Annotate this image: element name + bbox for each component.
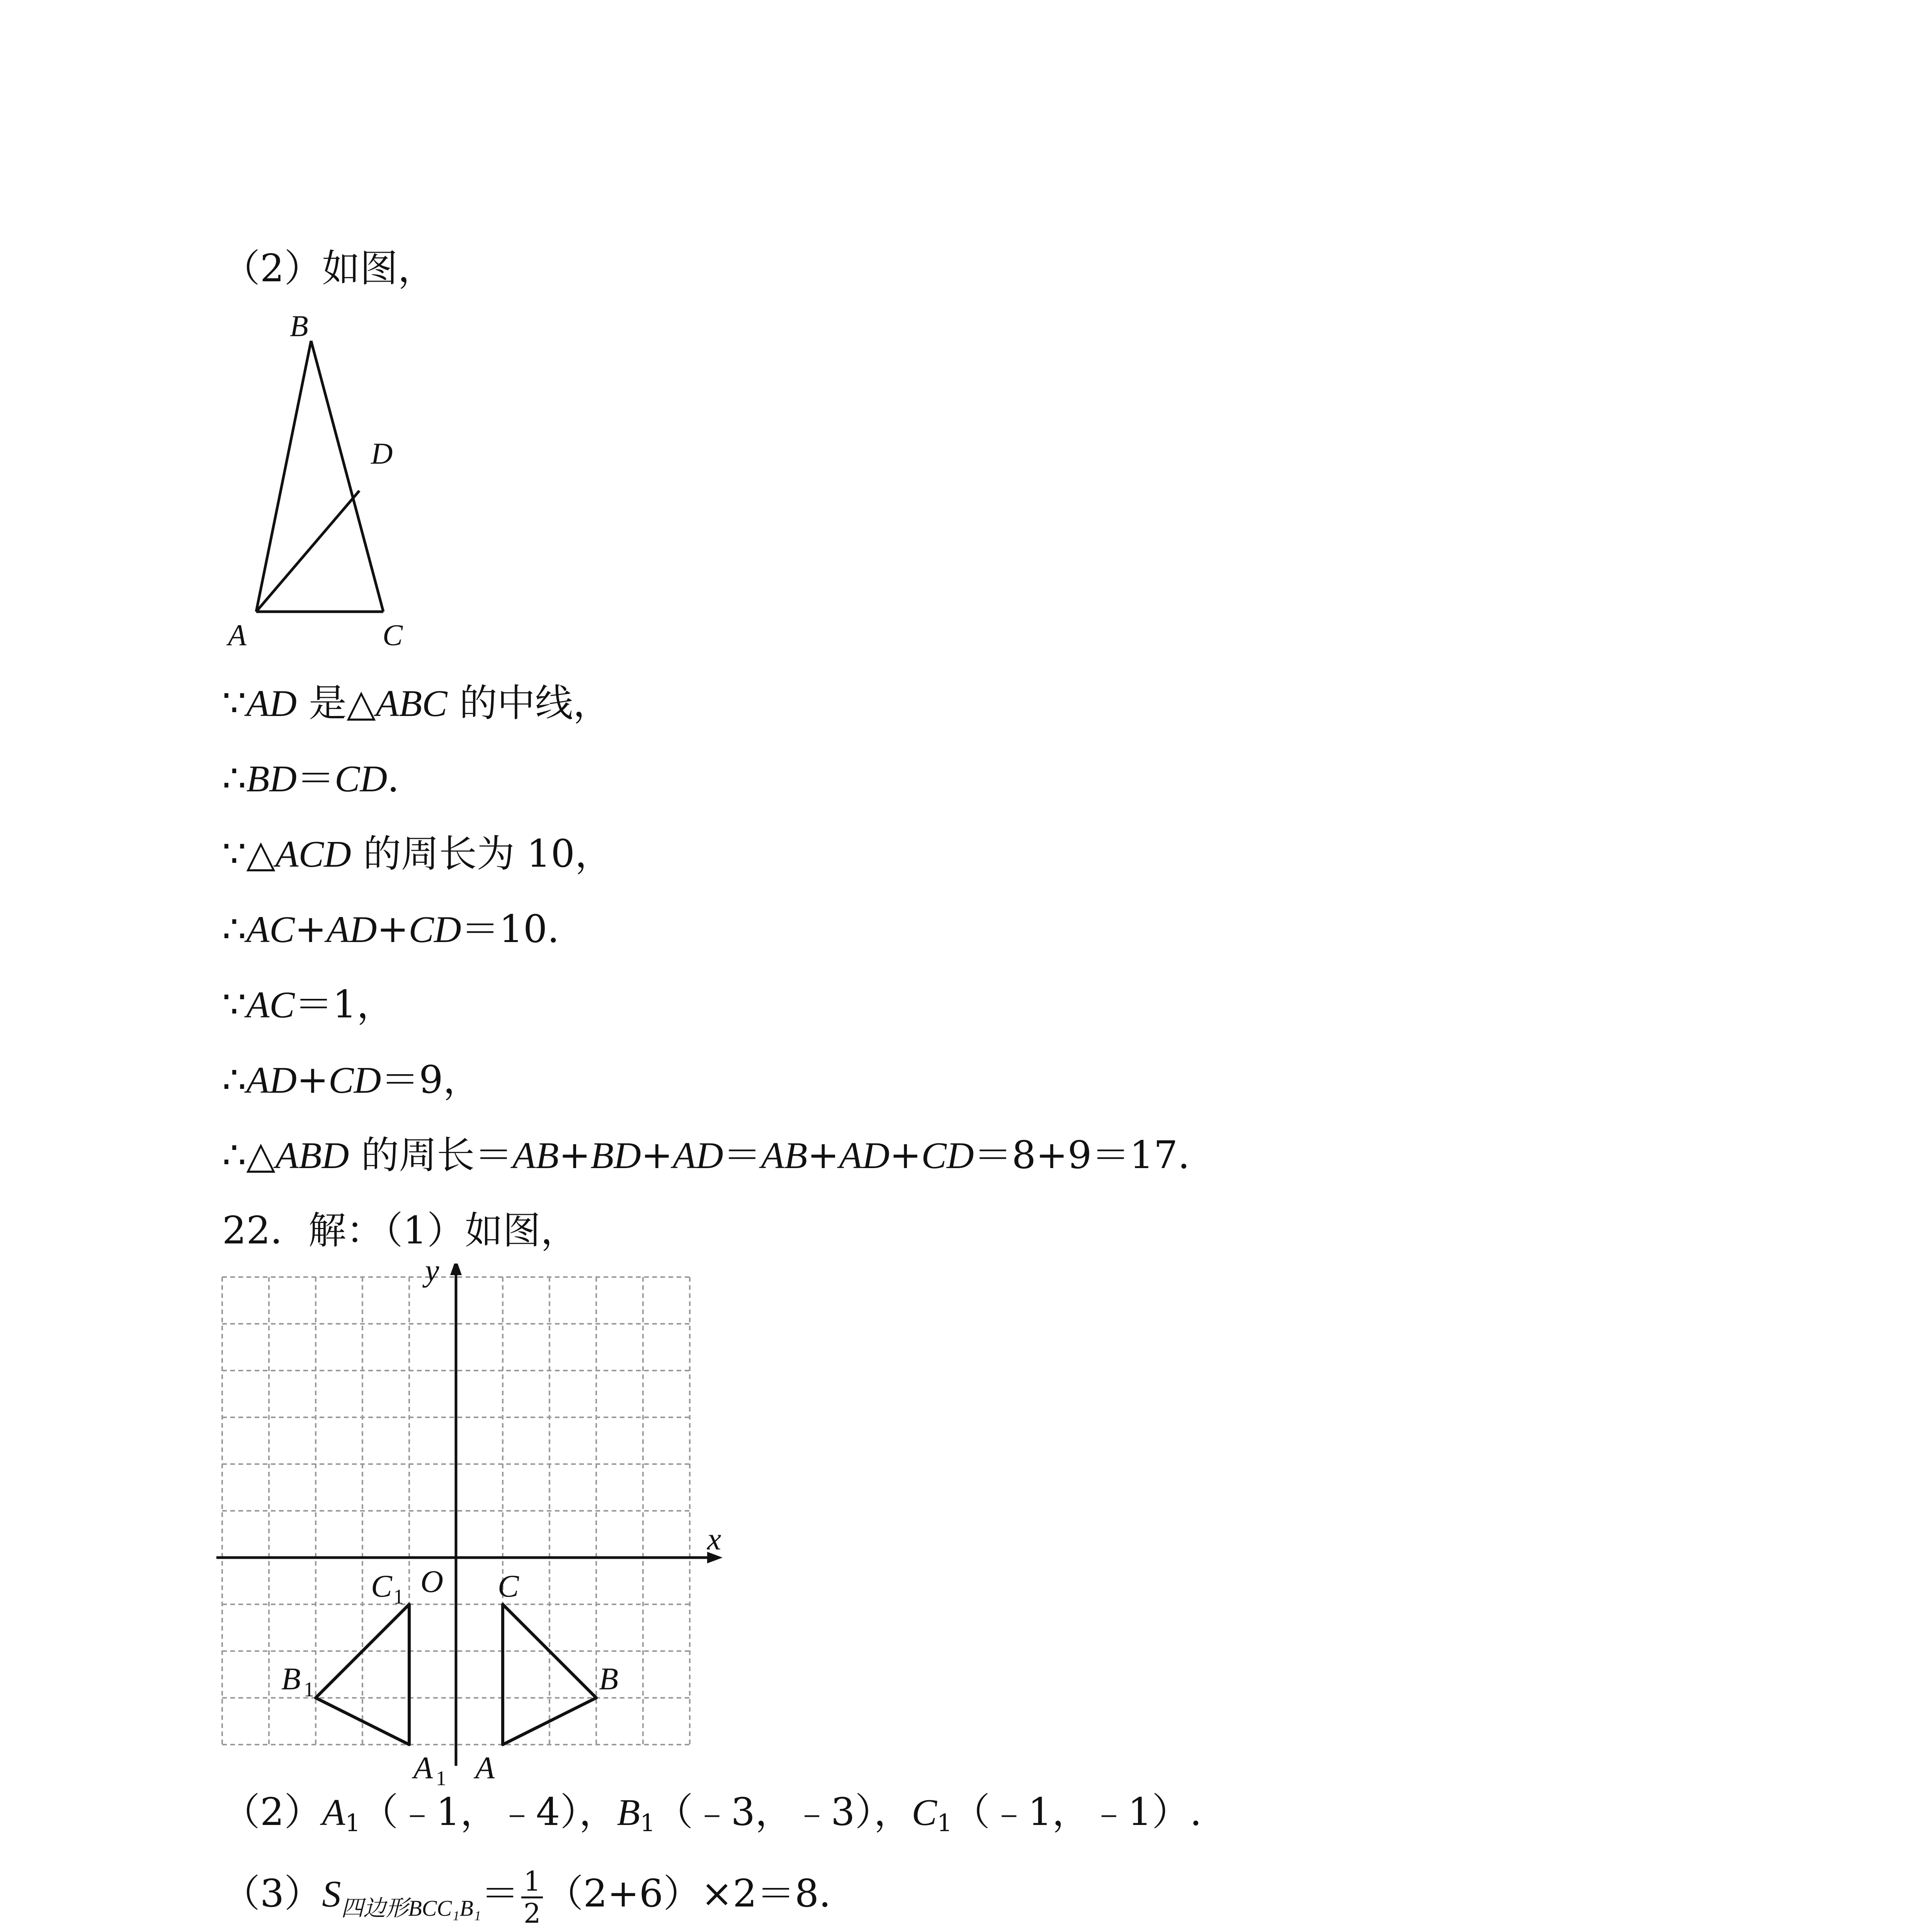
fraction-one-half: $\frac{1}{2}$ bbox=[521, 1866, 543, 1929]
triangle-abc-svg bbox=[216, 305, 425, 653]
label-y: y bbox=[425, 1264, 439, 1288]
label-o: O bbox=[420, 1564, 444, 1599]
median-ad bbox=[256, 491, 359, 612]
q22-part2: $(2)A_1(﹣1$，﹣4），$B_1(﹣3$，﹣3），$C_1(﹣1$，﹣1）. bbox=[222, 1790, 1202, 1837]
coordinate-grid-figure bbox=[209, 1264, 750, 1820]
proof-line-5: ∵AC＝1， bbox=[222, 983, 395, 1027]
label-a1-sub: 1 bbox=[436, 1767, 446, 1790]
y-axis-arrow bbox=[450, 1264, 462, 1275]
label-b: B bbox=[599, 1661, 619, 1696]
side-bc bbox=[311, 341, 383, 612]
q22-heading: 22．解：（1）如图， bbox=[222, 1209, 579, 1253]
label-a1: A bbox=[413, 1750, 433, 1785]
proof-line-7: ∴△ABD 的周长＝AB+BD+AD＝AB+AD+CD＝8+9＝17. bbox=[222, 1133, 1190, 1177]
label-a: A bbox=[475, 1750, 495, 1785]
proof-line-3: ∵△ACD 的周长为 10， bbox=[222, 832, 613, 876]
label-c1: C bbox=[371, 1568, 392, 1604]
triangle-abc-figure bbox=[216, 305, 425, 653]
q22-part3: $(3)S_{四边形BCC_1B_1}=$ $\frac{1}{2}$ （2+6）×2＝8. bbox=[222, 1866, 831, 1929]
proof-line-2: ∴BD＝CD. bbox=[222, 757, 400, 801]
label-c1-sub: 1 bbox=[393, 1585, 404, 1608]
label-b: B bbox=[290, 309, 308, 343]
proof-line-4: ∴AC+AD+CD＝10. bbox=[222, 907, 560, 951]
label-d: D bbox=[371, 437, 393, 470]
coordinate-grid-svg bbox=[209, 1264, 750, 1820]
label-b1-sub: 1 bbox=[304, 1678, 314, 1701]
label-c: C bbox=[383, 618, 403, 652]
part-2-heading: （2）如图， bbox=[222, 247, 436, 291]
label-a: A bbox=[228, 618, 247, 652]
proof-line-6: ∴AD+CD＝9， bbox=[222, 1058, 481, 1102]
proof-line-1: ∵AD 是△ABC 的中线， bbox=[222, 681, 611, 725]
side-ab bbox=[256, 341, 311, 612]
label-b1: B bbox=[281, 1661, 301, 1696]
label-x: x bbox=[707, 1521, 721, 1556]
label-c: C bbox=[498, 1568, 519, 1604]
